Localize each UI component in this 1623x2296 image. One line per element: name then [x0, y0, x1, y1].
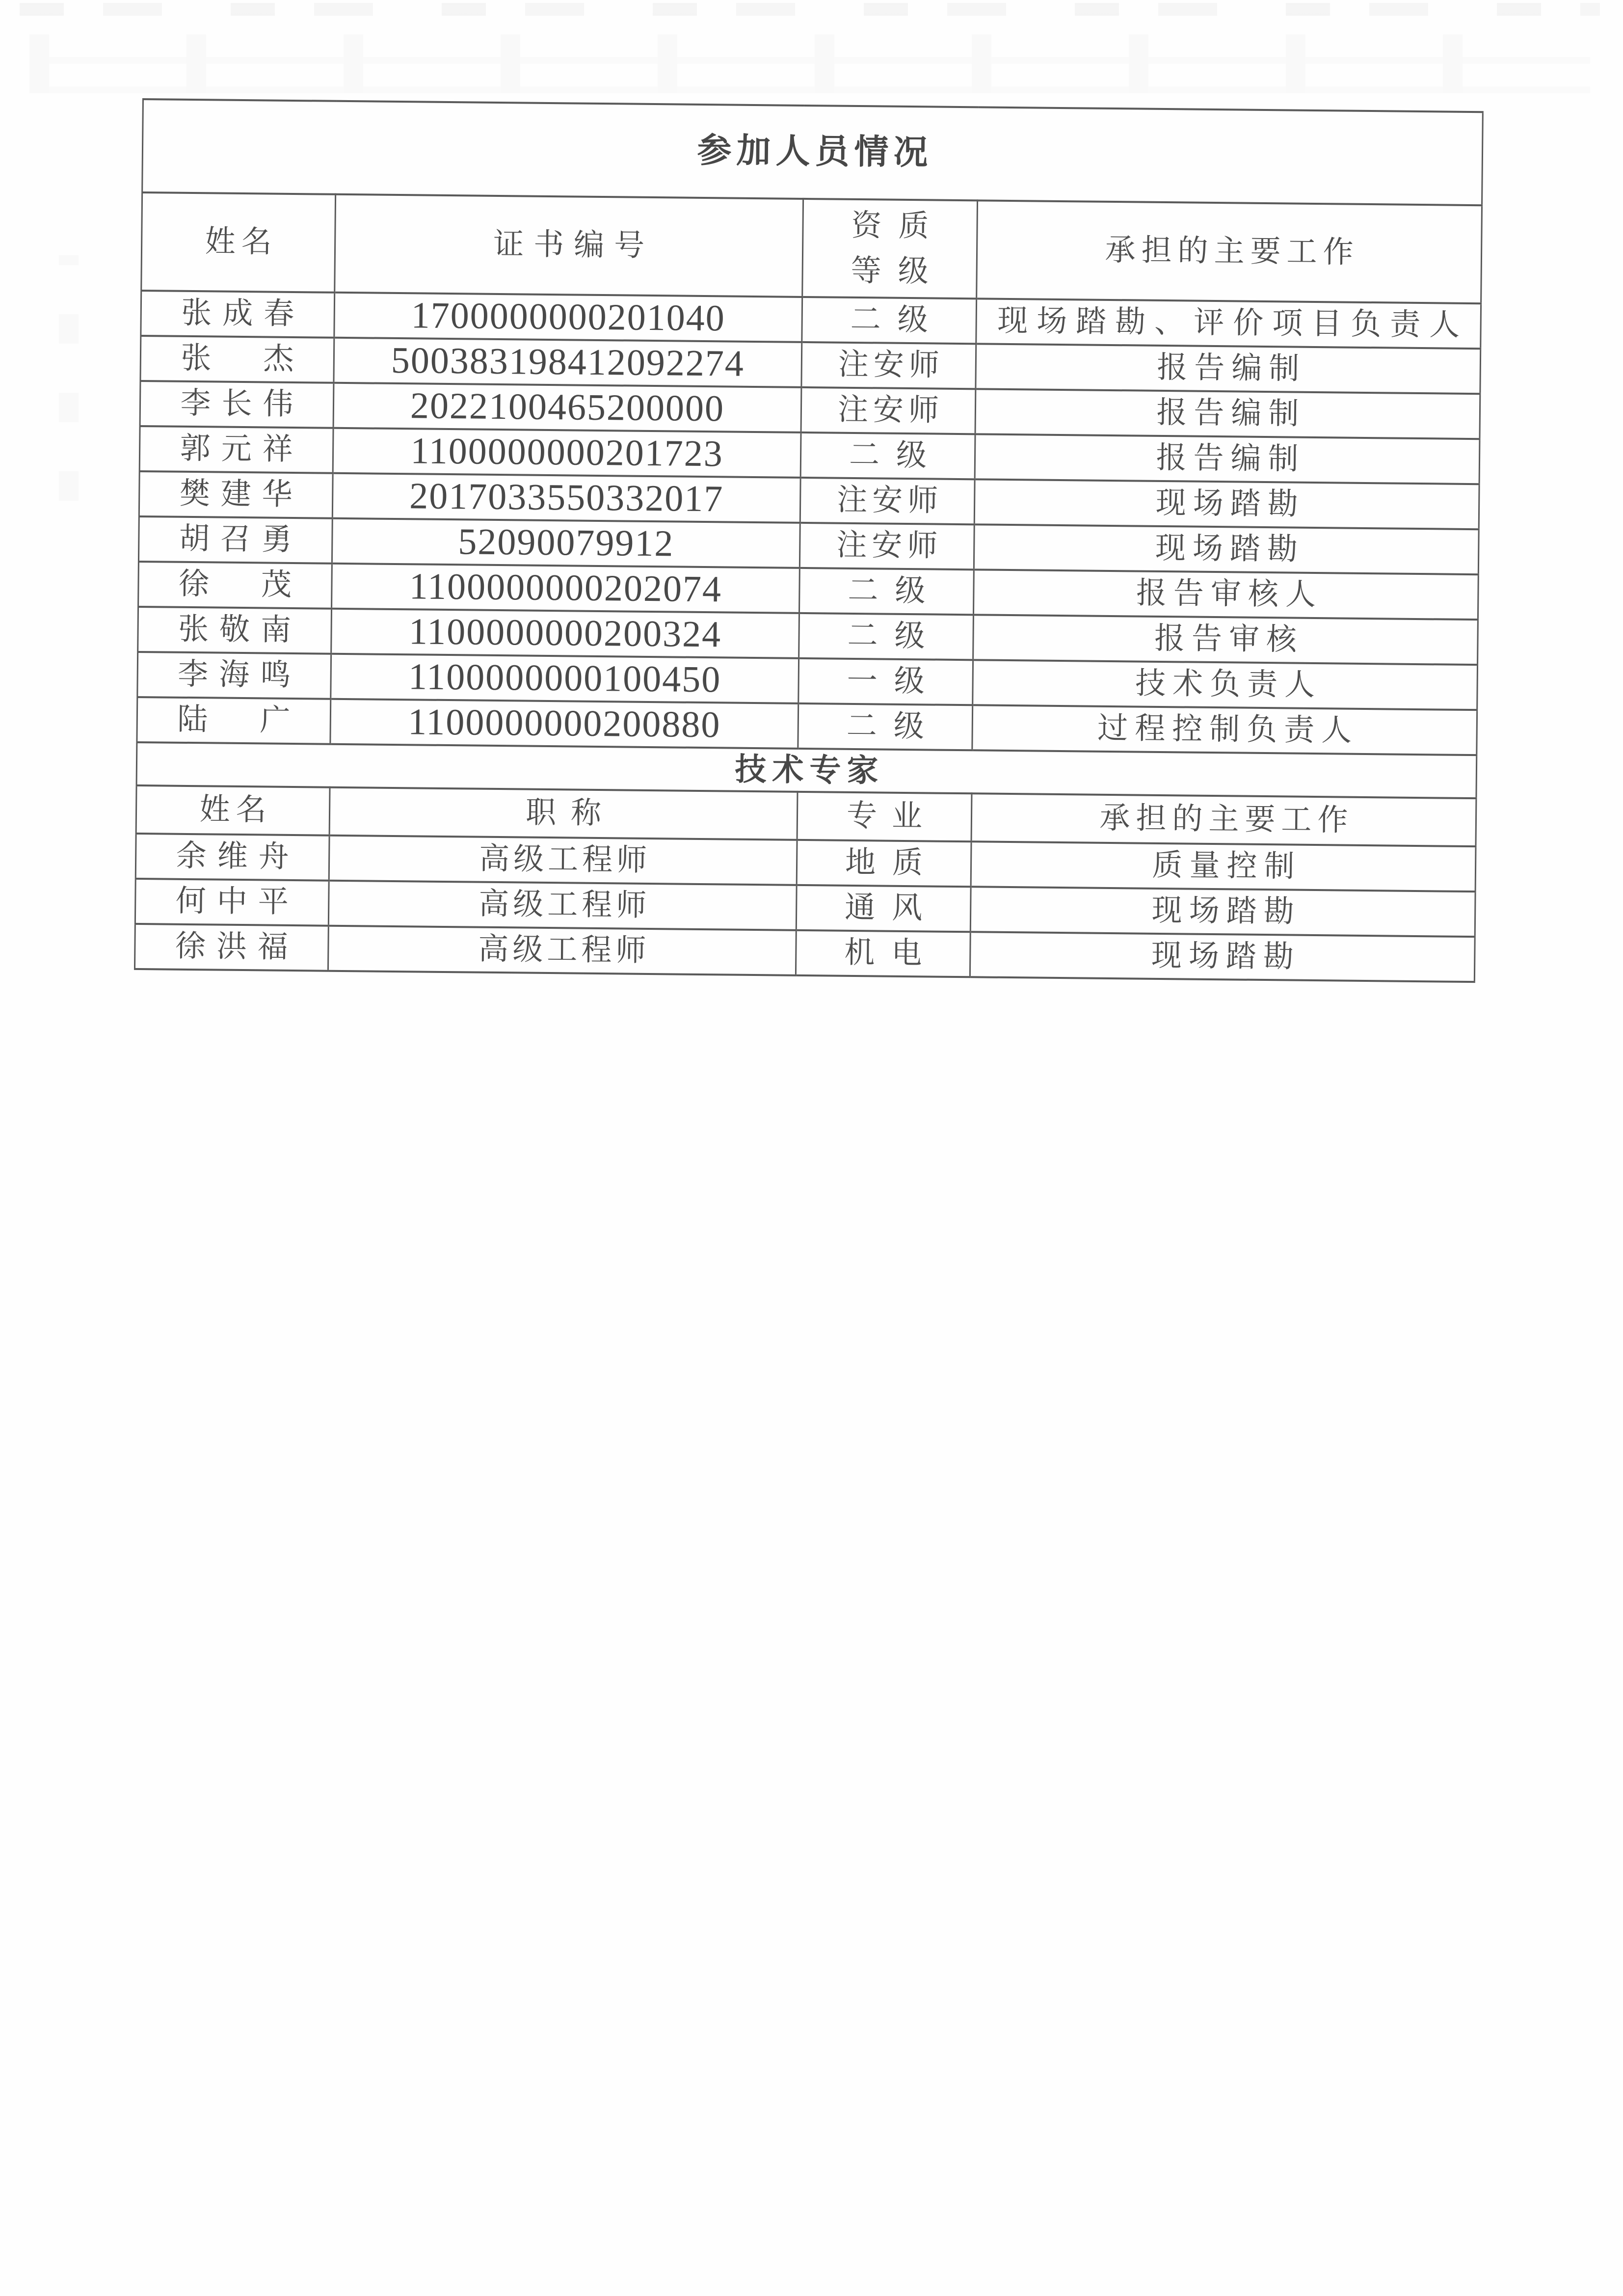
column-header-work: 承担的主要工作: [1105, 234, 1359, 270]
cert-number: 500383198412092274: [391, 340, 745, 385]
work-cell: [974, 524, 1479, 574]
column-header-name: 姓名: [205, 225, 278, 260]
level-cell: [801, 342, 976, 389]
person-name: [181, 296, 294, 332]
work-cell: [971, 841, 1476, 891]
header-cert-cell: [335, 194, 803, 297]
scan-artifact: [59, 255, 79, 501]
person-name: [179, 522, 293, 558]
name-cell: [138, 607, 332, 654]
name-char: 召: [220, 522, 251, 557]
major: 通风: [844, 891, 939, 925]
name-char: 张: [181, 297, 212, 330]
name-char: 伟: [263, 387, 293, 422]
work-description: 报告编制: [1156, 441, 1305, 477]
person-name: [179, 477, 293, 513]
person-name: [178, 612, 292, 648]
name-char: 南: [260, 613, 292, 648]
qualification-level: 二级: [849, 438, 944, 473]
name-cell: [135, 834, 329, 881]
experts-header-major-cell: [797, 792, 972, 841]
professional-title: 高级工程师: [479, 842, 651, 878]
level-cell: [799, 568, 974, 615]
name-char: 茂: [261, 568, 292, 602]
name-cell: [140, 381, 334, 428]
name-cell: [134, 924, 328, 971]
experts-header-name-cell: [136, 785, 330, 836]
cert-number: 1700000000201040: [411, 295, 726, 339]
qualification-level: 注安师: [836, 483, 943, 518]
table-title-row: [142, 99, 1483, 205]
work-description: 现场踏勘: [1151, 939, 1301, 974]
name-char: 胡: [179, 522, 210, 556]
person-name: [181, 341, 294, 378]
name-char: 广: [260, 703, 291, 738]
name-cell: [138, 516, 332, 564]
work-description: 报告编制: [1156, 351, 1306, 386]
experts-header-title-cell: [329, 787, 798, 840]
cert-number: 52090079912: [457, 521, 674, 565]
main-header-row: [141, 192, 1482, 303]
cert-cell: [332, 564, 800, 613]
person-name: [175, 884, 289, 920]
name-char: 福: [257, 930, 289, 965]
experts-column-header-name: 姓名: [199, 793, 272, 827]
title-cell: [328, 926, 796, 975]
cert-cell: [334, 338, 802, 387]
name-char: 张: [178, 613, 209, 647]
person-name: [178, 657, 291, 694]
name-char: 洪: [216, 930, 247, 964]
name-char: 春: [263, 297, 294, 331]
work-description: 报告审核: [1154, 622, 1304, 657]
name-cell: [138, 562, 332, 609]
work-description: 现场踏勘、评价项目负责人: [997, 304, 1469, 343]
cert-cell: [332, 473, 800, 523]
qualification-level: 二级: [846, 709, 941, 744]
column-header-level-line2: 等级: [851, 254, 946, 289]
work-cell: [970, 932, 1475, 982]
column-header-level-line1: 资质: [851, 209, 946, 243]
name-char: 何: [175, 885, 207, 918]
cert-number: 1100000000202074: [409, 566, 722, 610]
name-char: 海: [218, 658, 250, 692]
person-name: [176, 839, 289, 875]
work-description: 报告编制: [1156, 396, 1306, 432]
header-work-cell: [977, 200, 1482, 303]
qualification-level: 二级: [848, 574, 942, 609]
cert-number: 1100000000100450: [408, 656, 721, 701]
work-description: 现场踏勘: [1155, 486, 1305, 522]
major: 地质: [845, 846, 940, 881]
person-name: [175, 929, 289, 966]
header-name-cell: [141, 192, 336, 293]
page-title: 参加人员情况: [697, 132, 933, 172]
name-char: 李: [180, 387, 211, 421]
name-char: 张: [181, 342, 212, 376]
person-name: [180, 386, 293, 423]
level-cell: [800, 432, 975, 479]
name-char: 祥: [262, 432, 293, 467]
experts-column-header-work: 承担的主要工作: [1099, 802, 1354, 838]
cert-number: 1100000000200324: [408, 611, 722, 655]
level-cell: [799, 523, 974, 569]
title-cell: [328, 881, 797, 930]
work-cell: [973, 615, 1478, 665]
name-char: 郭: [180, 432, 211, 466]
qualification-level: 二级: [847, 619, 942, 654]
name-cell: [140, 336, 334, 383]
person-name: [180, 432, 293, 468]
level-cell: [800, 478, 975, 524]
name-char: 平: [258, 885, 289, 919]
name-char: 舟: [258, 840, 289, 874]
professional-title: 高级工程师: [478, 932, 650, 968]
column-header-cert: 证书编号: [493, 228, 655, 263]
name-char: 建: [220, 477, 252, 512]
name-char: 华: [262, 478, 293, 512]
qualification-level: 二级: [850, 303, 945, 338]
scan-artifact: [29, 34, 1590, 93]
work-cell: [974, 479, 1479, 529]
name-cell: [141, 291, 335, 338]
qualification-level: 一级: [847, 664, 941, 699]
level-cell: [798, 703, 973, 750]
qualification-level: 注安师: [838, 348, 945, 383]
name-char: 杰: [263, 342, 294, 377]
work-cell: [976, 344, 1481, 394]
work-cell: [970, 887, 1475, 937]
work-description: 现场踏勘: [1155, 532, 1305, 567]
cert-cell: [332, 518, 800, 568]
experts-section-title: 技术专家: [735, 752, 884, 788]
scan-artifact: [20, 3, 1600, 16]
name-cell: [135, 879, 329, 926]
name-cell: [137, 652, 331, 699]
work-cell: [975, 434, 1480, 484]
name-char: 陆: [177, 703, 208, 737]
cert-cell: [330, 699, 798, 749]
name-cell: [139, 471, 333, 518]
name-char: 鸣: [260, 658, 291, 693]
level-cell: [798, 658, 973, 705]
name-char: 徐: [175, 930, 206, 964]
major: 机电: [844, 936, 939, 971]
name-char: 徐: [178, 567, 210, 601]
work-description: 报告审核人: [1136, 576, 1323, 612]
work-cell: [972, 705, 1477, 755]
level-cell: [802, 297, 977, 344]
experts-column-header-title: 职称: [525, 796, 616, 831]
name-char: 中: [216, 885, 248, 919]
cert-cell: [331, 654, 799, 703]
name-char: 李: [177, 658, 209, 692]
major-cell: [797, 840, 971, 887]
name-char: 长: [221, 387, 252, 421]
cert-number: 1100000000201723: [410, 430, 724, 475]
work-cell: [973, 569, 1478, 620]
experts-column-header-major: 专业: [846, 799, 937, 834]
work-cell: [976, 298, 1481, 349]
cert-cell: [334, 293, 802, 342]
work-description: 过程控制负责人: [1097, 712, 1359, 748]
header-level-cell: [802, 199, 978, 298]
cert-number: 1100000000200880: [407, 701, 721, 746]
title-cell: [329, 836, 797, 885]
name-char: 樊: [179, 477, 211, 511]
cert-number: 2017033550332017: [409, 475, 724, 520]
work-cell: [975, 389, 1480, 439]
qualification-level: 注安师: [836, 528, 943, 564]
name-char: 勇: [261, 523, 293, 557]
name-char: 余: [176, 839, 207, 873]
person-name: [179, 567, 292, 603]
cert-cell: [333, 428, 801, 478]
work-description: 技术负责人: [1135, 667, 1322, 702]
level-cell: [801, 387, 976, 434]
name-char: 敬: [219, 613, 250, 647]
professional-title: 高级工程师: [478, 887, 651, 923]
work-cell: [973, 660, 1478, 710]
experts-header-work-cell: [971, 793, 1476, 846]
cert-number: 2022100465200000: [410, 385, 725, 430]
work-description: 现场踏勘: [1151, 894, 1302, 929]
cert-cell: [333, 383, 801, 432]
name-char: 元: [221, 432, 252, 466]
qualification-level: 注安师: [837, 393, 944, 428]
name-cell: [139, 426, 333, 473]
personnel-table: [134, 98, 1484, 983]
major-cell: [796, 930, 970, 977]
cert-cell: [331, 609, 799, 658]
person-name: [177, 702, 291, 739]
major-cell: [796, 885, 971, 932]
name-char: 维: [217, 839, 248, 874]
name-char: 成: [222, 297, 253, 331]
work-description: 质量控制: [1152, 849, 1302, 884]
name-cell: [137, 697, 331, 744]
table-title-cell: [142, 99, 1483, 205]
level-cell: [799, 613, 974, 660]
